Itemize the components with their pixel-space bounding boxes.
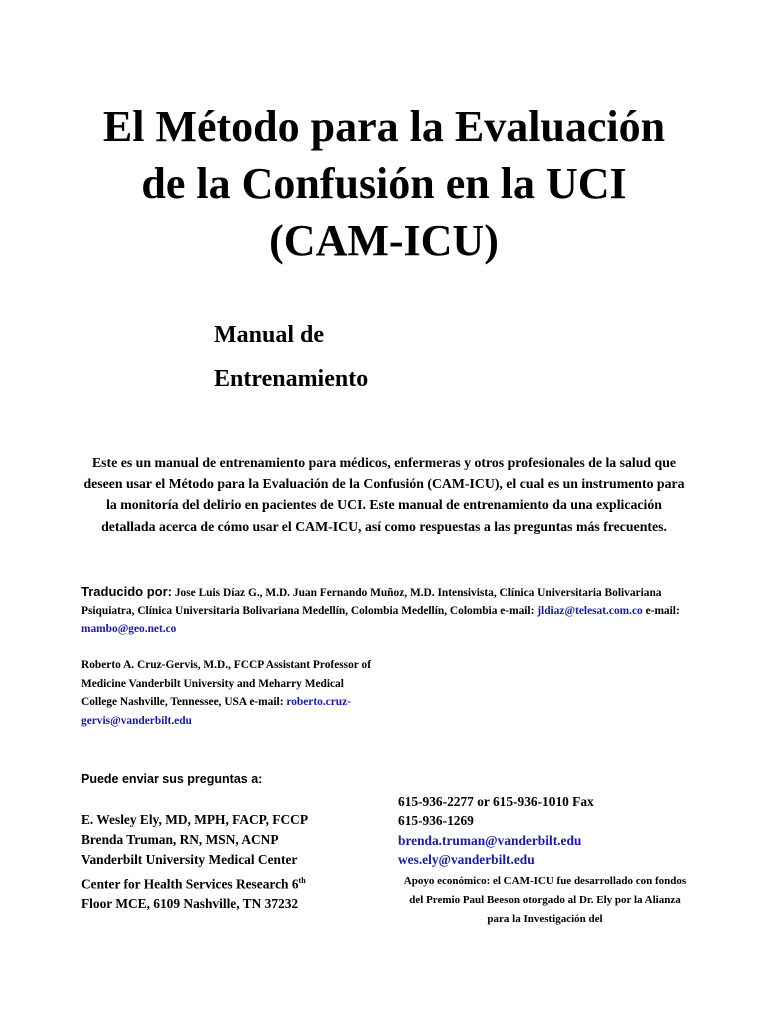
- intro-paragraph: Este es un manual de entrenamiento para médicos, enfermeras y otros profesionales de la salud que deseen usar el Método para la Evaluación de la Confusión (CAM-ICU), el cual es un instrumento para la monitoría del delirio en pacientes de UCI. Este manual de entrenamiento da una explicación detallada acerca de cómo usar el CAM-ICU, así como respuestas a las preguntas más frecuentes.: [83, 455, 685, 534]
- subtitle-line-2: Entrenamiento: [214, 366, 369, 392]
- phone-fax-line: 615-936-2277 or 615-936-1010 Fax: [398, 794, 594, 809]
- translator-email-link-1[interactable]: jldiaz@telesat.com.co: [537, 605, 643, 617]
- translator-email-link-2[interactable]: mambo@geo.net.co: [81, 623, 177, 635]
- contact-line-4-sup: th: [298, 875, 306, 885]
- contact-line-4: [81, 871, 308, 895]
- contact-line-4-text: Center for Health Services Research 6: [81, 876, 299, 892]
- roberto-email-link[interactable]: roberto.cruz-gervis@vanderbilt.edu: [81, 696, 351, 727]
- contact-line-5: Floor MCE, 6109 Nashville, TN 37232: [81, 896, 299, 912]
- document-title: [60, 98, 708, 269]
- contact-email-link-1[interactable]: brenda.truman@vanderbilt.edu: [398, 832, 582, 848]
- translators-text: Jose Luis Díaz G., M.D. Juan Fernando Muñoz, M.D. Intensivista, Clínica Universitaria Bolivariana Psiquiatra, Clínica Universitaria Bolivariana Medellín, Colombia Medellín, Colombia e-mail:: [81, 587, 662, 617]
- contact-line-3: Vanderbilt University Medical Center: [81, 852, 298, 868]
- contact-line-1: E. Wesley Ely, MD, MPH, FACP, FCCP: [81, 812, 309, 827]
- translators-label: Traducido por:: [81, 584, 172, 599]
- roberto-paragraph: [81, 656, 381, 730]
- title-line-1: El Método para la Evaluación: [102, 102, 666, 151]
- translators-paragraph: [81, 583, 701, 638]
- translator-email-label-2: e-mail:: [645, 605, 680, 617]
- title-line-3: (CAM-ICU): [269, 216, 499, 265]
- title-line-2: de la Confusión en la UCI: [141, 159, 627, 208]
- contact-phones-block: [398, 792, 594, 870]
- phone-line-2: 615-936-1269: [398, 813, 474, 829]
- document-subtitle: [214, 313, 368, 401]
- contact-line-2: Brenda Truman, RN, MSN, ACNP: [81, 832, 279, 848]
- roberto-text: Roberto A. Cruz-Gervis, M.D., FCCP Assistant Professor of Medicine Vanderbilt University and Meharry Medical College Nashville, Tennessee, USA e-mail:: [81, 659, 371, 708]
- contact-address-block: [81, 810, 308, 914]
- funding-note: Apoyo económico: el CAM-ICU fue desarrollado con fondos del Premio Paul Beeson otorgado al Dr. Ely por la Alianza para la Investigación del: [403, 875, 687, 925]
- questions-heading: Puede enviar sus preguntas a:: [81, 772, 263, 786]
- contact-email-link-2[interactable]: wes.ely@vanderbilt.edu: [398, 852, 535, 868]
- subtitle-line-1: Manual de: [214, 322, 325, 348]
